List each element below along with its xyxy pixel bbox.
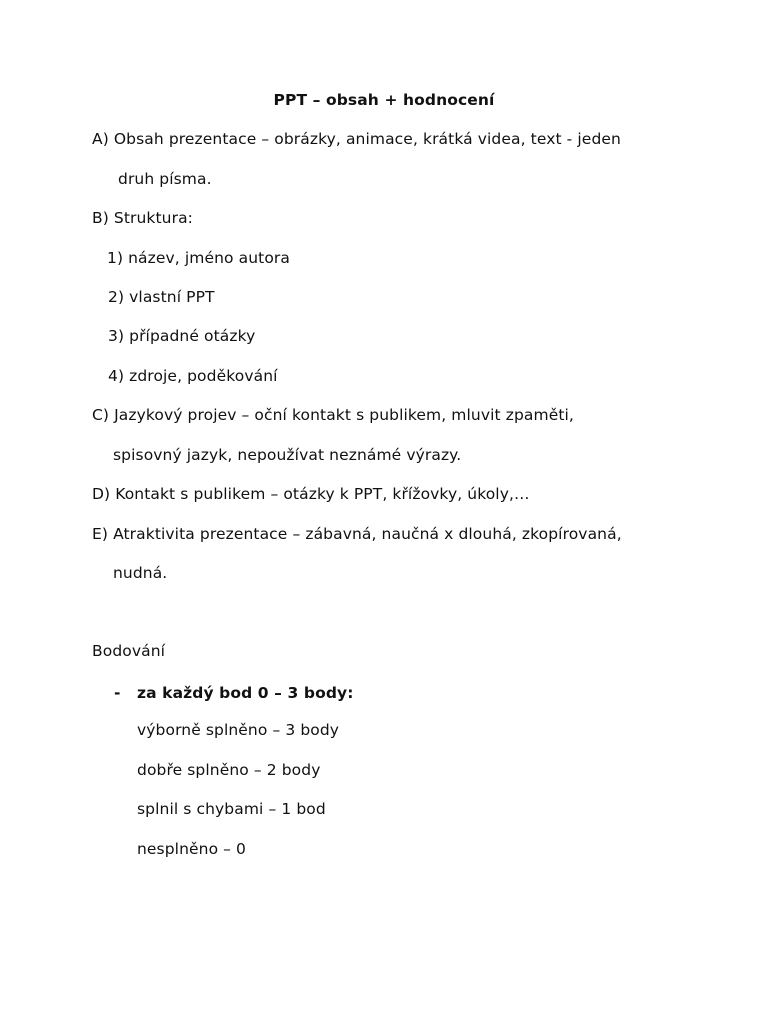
scoring-heading: Bodování [92,642,166,660]
section-b-item-1: 1) název, jméno autora [107,249,290,267]
section-a-line-1: A) Obsah prezentace – obrázky, animace, krátká videa, text - jeden [92,130,621,148]
section-b-item-3: 3) případné otázky [108,327,256,345]
page-title: PPT – obsah + hodnocení [273,91,495,109]
scoring-bullet-dash: - [114,684,121,702]
scoring-rule: za každý bod 0 – 3 body: [137,684,354,702]
scoring-level-1: splnil s chybami – 1 bod [137,800,326,818]
section-c-line-1: C) Jazykový projev – oční kontakt s publikem, mluvit zpaměti, [92,406,574,424]
section-b-item-4: 4) zdroje, poděkování [108,367,278,385]
section-c-line-2: spisovný jazyk, nepoužívat neznámé výrazy. [113,446,462,464]
section-e-line-1: E) Atraktivita prezentace – zábavná, naučná x dlouhá, zkopírovaná, [92,525,622,543]
scoring-level-3: výborně splněno – 3 body [137,721,340,739]
section-d-line-1: D) Kontakt s publikem – otázky k PPT, křížovky, úkoly,… [92,485,530,503]
section-b-item-2: 2) vlastní PPT [108,288,215,306]
section-b-heading: B) Struktura: [92,209,193,227]
scoring-level-2: dobře splněno – 2 body [137,761,321,779]
section-a-line-2: druh písma. [118,170,212,188]
section-e-line-2: nudná. [113,564,168,582]
scoring-level-0: nesplněno – 0 [137,840,247,858]
